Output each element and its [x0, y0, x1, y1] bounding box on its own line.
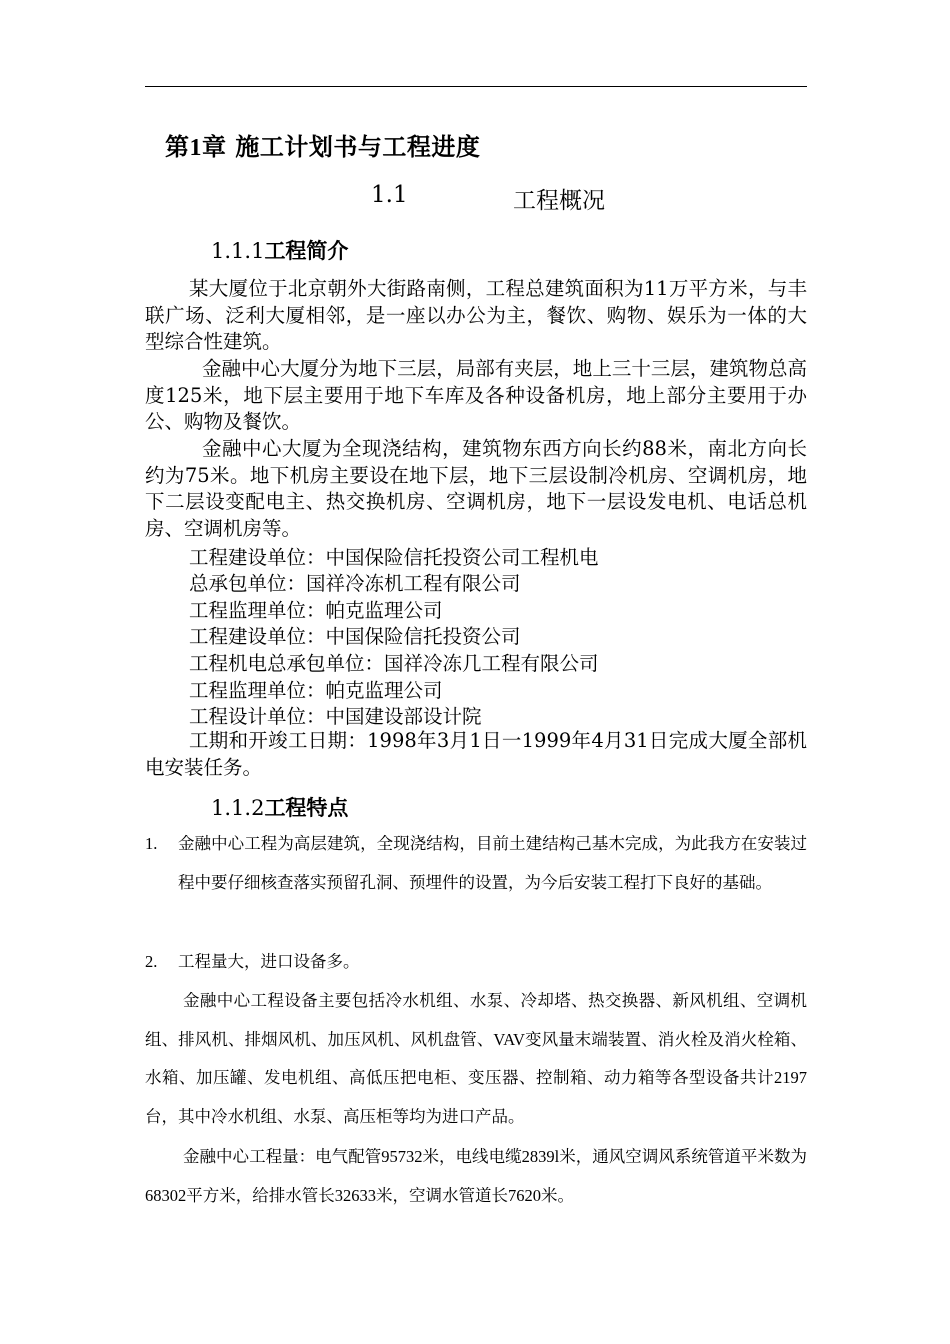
feature-item-1 — [145, 825, 807, 902]
section-title: 工程概况 — [513, 188, 605, 214]
schedule-paragraph: 工期和开竣工日期：1998年3月1日一1999年4月31日完成大厦全部机电安装任务。 — [145, 729, 807, 779]
intro-paragraph-2: 金融中心大厦分为地下三层，局部有夹层，地上三十三层，建筑物总高度125米，地下层主要用于地下车库及各种设备机房，地上部分主要用于办公、购物及餐饮。 — [145, 357, 807, 434]
subsection-heading-2 — [211, 792, 348, 822]
unit-line: 工程机电总承包单位：国祥冷冻几工程有限公司 — [189, 652, 599, 675]
unit-line: 工程监理单位：帕克监理公司 — [189, 599, 443, 622]
quantities-paragraph: 金融中心工程量：电气配管95732米，电线电缆2839l米，通风空调风系统管道平米数为68302平方米，给排水管长32633米，空调水管道长7620米。 — [145, 1147, 807, 1205]
unit-line: 工程建设单位：中国保险信托投资公司 — [189, 625, 521, 648]
list-number: 2. — [145, 952, 158, 971]
subsection-number: 1.1.1 — [211, 239, 265, 263]
unit-line: 工程监理单位：帕克监理公司 — [189, 679, 443, 702]
intro-paragraph-3: 金融中心大厦为全现浇结构，建筑物东西方向长约88米，南北方向长约为75米。地下机房主要设在地下层，地下三层设制冷机房、空调机房，地下二层设变配电主、热交换机房、空调机房，地下一层设发电机、电话总机房、空调机房等。 — [145, 437, 807, 541]
section-heading — [145, 182, 807, 214]
feature-text: 工程量大，进口设备多。 — [178, 952, 360, 971]
unit-line: 工程设计单位：中国建设部设计院 — [189, 705, 482, 728]
subsection-number: 1.1.2 — [211, 796, 265, 820]
feature-item-2 — [145, 943, 807, 982]
unit-line: 总承包单位：国祥冷冻机工程有限公司 — [189, 572, 521, 595]
list-number: 1. — [145, 834, 158, 853]
header-rule — [145, 86, 807, 87]
intro-paragraph-1: 某大厦位于北京朝外大街路南侧，工程总建筑面积为11万平方米，与丰联广场、泛利大厦相邻，是一座以办公为主，餐饮、购物、娱乐为一体的大型综合性建筑。 — [145, 277, 807, 354]
equipment-paragraph: 金融中心工程设备主要包括冷水机组、水泵、冷却塔、热交换器、新风机组、空调机组、排风机、排烟风机、加压风机、风机盘管、VAV变风量末端装置、消火栓及消火栓箱、水箱、加压罐、发电机组、高低压把电柜、变压器、控制箱、动力箱等各型设备共计2197台，其中冷水机组、水泵、高压柜等均为进口产品。 — [145, 991, 807, 1126]
feature-text: 金融中心工程为高层建筑，全现浇结构，目前土建结构己基木完成，为此我方在安装过程中要仔细核查落实预留孔洞、预埋件的设置，为今后安装工程打下良好的基础。 — [178, 834, 807, 892]
subsection-heading-1 — [211, 235, 348, 265]
subsection-title: 工程简介 — [264, 239, 349, 263]
subsection-title: 工程特点 — [264, 796, 349, 820]
unit-line: 工程建设单位：中国保险信托投资公司工程机电 — [189, 546, 599, 569]
chapter-title: 施工计划书与工程进度 — [235, 133, 481, 161]
chapter-heading — [165, 127, 480, 162]
chapter-number: 第1章 — [165, 135, 227, 161]
section-number: 1.1 — [371, 182, 408, 208]
